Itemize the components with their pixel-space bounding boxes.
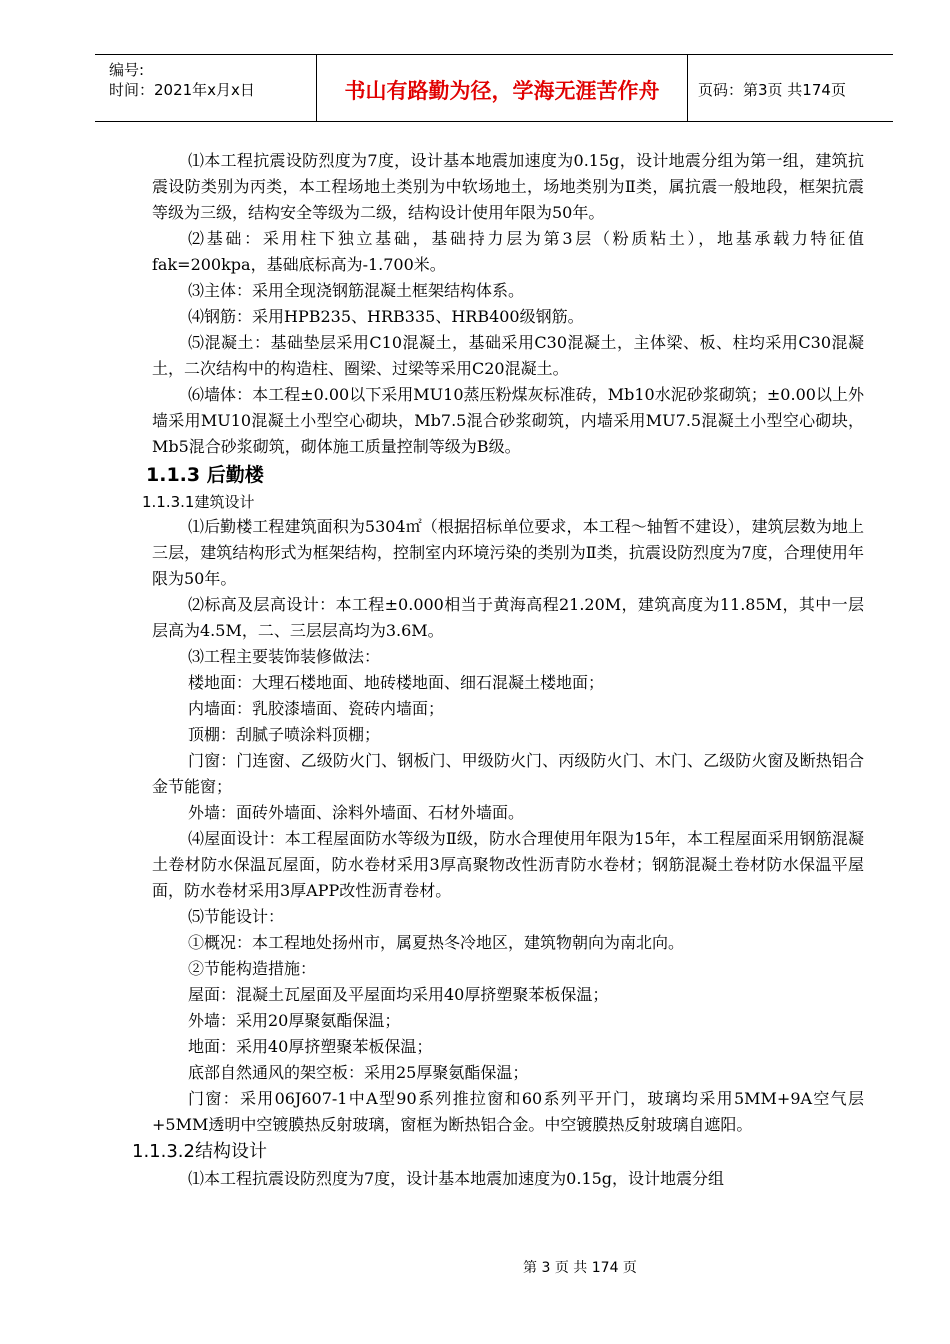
document-body (132, 148, 864, 1192)
body-paragraph: ⑴后勤楼工程建筑面积为5304㎡（根据招标单位要求，本工程～轴暂不建设），建筑层数为地上三层，建筑结构形式为框架结构，控制室内环境污染的类别为Ⅱ类，抗震设防烈度为7度，合理使用年限为50年。 (152, 517, 864, 588)
body-paragraph: ⑸混凝土：基础垫层采用C10混凝土，基础采用C30混凝土，主体梁、板、柱均采用C30混凝土，二次结构中的构造柱、圈梁、过梁等采用C20混凝土。 (152, 333, 864, 378)
body-paragraph: ⑷钢筋：采用HPB235、HRB335、HRB400级钢筋。 (188, 307, 584, 326)
body-paragraph: ⑵标高及层高设计：本工程±0.000相当于黄海高程21.20M，建筑高度为11.85M，其中一层层高为4.5M，二、三层层高均为3.6M。 (152, 595, 864, 640)
motto-text: 书山有路勤为径，学海无涯苦作舟 (344, 79, 660, 103)
body-paragraph: 底部自然通风的架空板：采用25厚聚氨酯保温； (188, 1063, 529, 1082)
footer-page-number: 第 3 页 共 174 页 (523, 1260, 637, 1276)
body-paragraph: 内墙面：乳胶漆墙面、瓷砖内墙面； (188, 699, 445, 718)
body-paragraph: ⑶主体：采用全现浇钢筋混凝土框架结构体系。 (188, 281, 525, 300)
body-paragraph: 外墙：采用20厚聚氨酯保温； (188, 1011, 401, 1030)
body-paragraph: ①概况：本工程地处扬州市，属夏热冬冷地区，建筑物朝向为南北向。 (188, 933, 685, 952)
page-footer (0, 1257, 950, 1277)
header-page (688, 55, 893, 121)
body-paragraph: 顶棚：刮腻子喷涂料顶棚； (188, 725, 381, 744)
body-paragraph: ⑸节能设计： (188, 907, 285, 926)
section-heading: 1.1.3 后勤楼 (146, 464, 264, 486)
body-paragraph: ⑶工程主要装饰装修做法： (188, 647, 381, 666)
doc-time-label: 时间：2021年x月x日 (109, 81, 255, 99)
subsection-heading: 1.1.3.1建筑设计 (142, 493, 255, 511)
body-paragraph: 门窗：采用06J607-1中A型90系列推拉窗和60系列平开门，玻璃均采用5MM+9A空气层+5MM透明中空镀膜热反射玻璃，窗框为断热铝合金。中空镀膜热反射玻璃自遮阳。 (152, 1089, 864, 1134)
header-meta (95, 55, 317, 121)
body-paragraph: ②节能构造措施： (188, 959, 317, 978)
body-paragraph: 屋面：混凝土瓦屋面及平屋面均采用40厚挤塑聚苯板保温； (188, 985, 609, 1004)
body-paragraph: ⑹墙体：本工程±0.00以下采用MU10蒸压粉煤灰标准砖，Mb10水泥砂浆砌筑；±0.00以上外墙采用MU10混凝土小型空心砌块，Mb7.5混合砂浆砌筑，内墙采用MU7.5混凝土小型空心砌块，Mb5混合砂浆砌筑，砌体施工质量控制等级为B级。 (152, 385, 864, 456)
body-paragraph: 门窗：门连窗、乙级防火门、钢板门、甲级防火门、丙级防火门、木门、乙级防火窗及断热铝合金节能窗； (152, 751, 864, 796)
body-paragraph: 楼地面：大理石楼地面、地砖楼地面、细石混凝土楼地面； (188, 673, 605, 692)
body-paragraph: 地面：采用40厚挤塑聚苯板保温； (188, 1037, 433, 1056)
page-count-label: 页码：第3页 共174页 (698, 80, 846, 99)
header-motto (317, 55, 688, 121)
doc-number-label: 编号: (109, 61, 145, 79)
body-paragraph: ⑴本工程抗震设防烈度为7度，设计基本地震加速度为0.15g，设计地震分组 (188, 1169, 725, 1188)
body-paragraph: 外墙：面砖外墙面、涂料外墙面、石材外墙面。 (188, 803, 525, 822)
subsection-heading: 1.1.3.2结构设计 (132, 1141, 267, 1162)
body-paragraph: ⑷屋面设计：本工程屋面防水等级为Ⅱ级，防水合理使用年限为15年，本工程屋面采用钢筋混凝土卷材防水保温瓦屋面，防水卷材采用3厚高聚物改性沥青防水卷材；钢筋混凝土卷材防水保温平屋面，防水卷材采用3厚APP改性沥青卷材。 (152, 829, 864, 900)
body-paragraph: ⑴本工程抗震设防烈度为7度，设计基本地震加速度为0.15g，设计地震分组为第一组，建筑抗震设防类别为丙类，本工程场地土类别为中软场地土，场地类别为Ⅱ类，属抗震一般地段，框架抗震等级为三级，结构安全等级为二级，结构设计使用年限为50年。 (152, 151, 864, 222)
body-paragraph: ⑵基础：采用柱下独立基础，基础持力层为第3层（粉质粘土），地基承载力特征值fak=200kpa，基础底标高为-1.700米。 (152, 229, 864, 274)
page-header (95, 54, 893, 122)
